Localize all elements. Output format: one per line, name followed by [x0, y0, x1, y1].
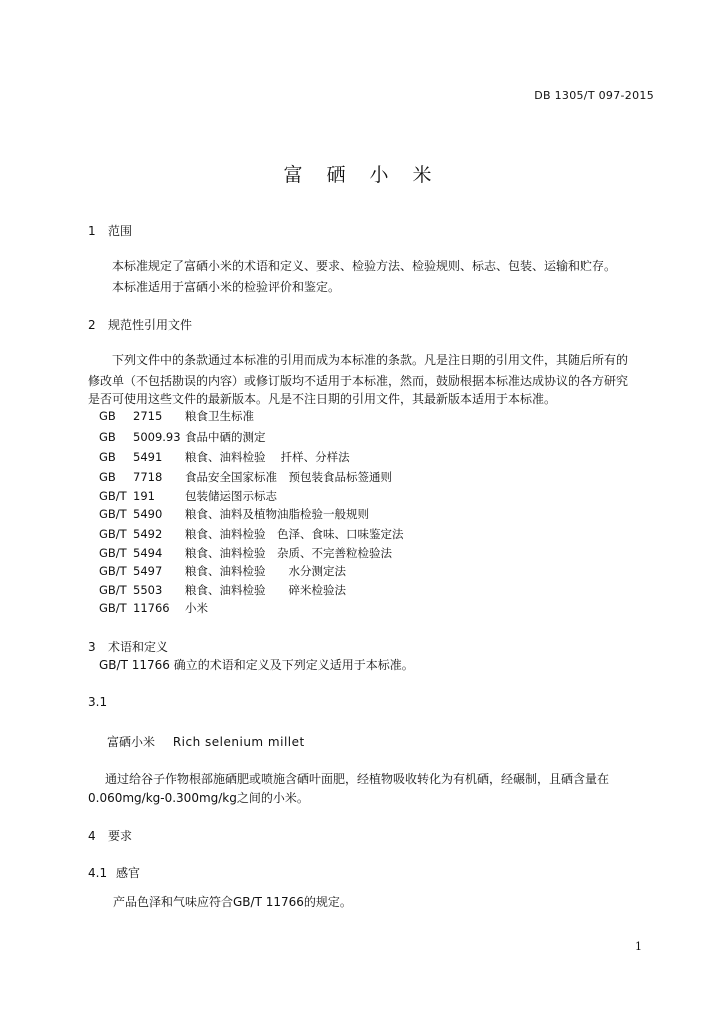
section-2-intro-line-2: 修改单（不包括勘误的内容）或修订版均不适用于本标准，然而，鼓励根据本标准达成协议的各方研究	[88, 374, 629, 388]
ref-number: 191	[133, 489, 155, 503]
section-title: 要求	[108, 829, 133, 843]
subsection-number: 4.1	[88, 866, 108, 880]
ref-code: GB	[99, 430, 116, 444]
term-definition-line-1: 通过给谷子作物根部施硒肥或喷施含硒叶面肥，经植物吸收转化为有机硒，经碾制，且硒含量在	[105, 772, 610, 786]
ref-code: GB	[99, 409, 116, 423]
ref-title: 粮食、油料检验 水分测定法	[185, 564, 346, 578]
document-title: 富 硒 小 米	[283, 164, 441, 186]
section-4-paragraph: 产品色泽和气味应符合GB/T 11766的规定。	[113, 895, 352, 909]
ref-number: 5490	[133, 507, 163, 521]
ref-title: 粮食、油料检验 扦样、分样法	[185, 450, 350, 464]
ref-number: 5492	[133, 527, 163, 541]
standard-code: DB 1305/T 097-2015	[534, 89, 654, 102]
reference-item	[99, 429, 266, 445]
reference-item	[99, 449, 350, 465]
term-heading	[107, 733, 305, 750]
section-1-paragraph-1: 本标准规定了富硒小米的术语和定义、要求、检验方法、检验规则、标志、包装、运输和贮存。	[112, 259, 617, 273]
ref-number: 7718	[133, 470, 163, 484]
ref-code: GB/T	[99, 564, 127, 578]
ref-number: 11766	[133, 601, 170, 615]
ref-title: 粮食卫生标准	[185, 409, 254, 423]
ref-code: GB/T	[99, 546, 127, 560]
term-definition-line-2: 0.060mg/kg-0.300mg/kg之间的小米。	[88, 791, 309, 805]
ref-title: 粮食、油料检验 碎米检验法	[185, 583, 346, 597]
ref-code: GB/T	[99, 507, 127, 521]
section-3-paragraph: GB/T 11766 确立的术语和定义及下列定义适用于本标准。	[99, 658, 414, 672]
section-2-intro-line-1: 下列文件中的条款通过本标准的引用而成为本标准的条款。凡是注日期的引用文件，其随后所有的	[112, 353, 629, 367]
reference-item	[99, 545, 392, 561]
ref-code: GB/T	[99, 489, 127, 503]
ref-title: 包装储运图示标志	[185, 489, 277, 503]
subsection-4-1-heading	[88, 864, 140, 881]
reference-item	[99, 506, 369, 522]
ref-number: 5497	[133, 564, 163, 578]
page-number: 1	[635, 940, 642, 953]
term-english: Rich selenium millet	[172, 735, 305, 749]
term-chinese: 富硒小米	[107, 735, 156, 749]
reference-item	[99, 488, 277, 504]
ref-title: 粮食、油料检验 杂质、不完善粒检验法	[185, 546, 392, 560]
section-number: 1	[88, 224, 96, 238]
section-1-paragraph-2: 本标准适用于富硒小米的检验评价和鉴定。	[112, 280, 341, 294]
ref-number: 5494	[133, 546, 163, 560]
ref-title: 粮食、油料及植物油脂检验一般规则	[185, 507, 369, 521]
ref-title: 食品中硒的测定	[185, 430, 266, 444]
section-title: 规范性引用文件	[108, 318, 193, 332]
ref-number: 2715	[133, 409, 163, 423]
section-title: 术语和定义	[108, 640, 169, 654]
reference-item	[99, 408, 254, 424]
reference-item	[99, 526, 404, 542]
subsection-title: 感官	[116, 866, 141, 880]
ref-code: GB/T	[99, 583, 127, 597]
section-number: 2	[88, 318, 96, 332]
section-number: 4	[88, 829, 96, 843]
ref-title: 粮食、油料检验 色泽、食味、口味鉴定法	[185, 527, 404, 541]
ref-number: 5009.93	[133, 430, 181, 444]
ref-code: GB/T	[99, 601, 127, 615]
subsection-3-1-number: 3.1	[88, 695, 108, 709]
ref-number: 5491	[133, 450, 163, 464]
section-1-heading	[88, 222, 132, 239]
ref-title: 小米	[185, 601, 208, 615]
ref-code: GB/T	[99, 527, 127, 541]
reference-item	[99, 469, 392, 485]
ref-title: 食品安全国家标准 预包装食品标签通则	[185, 470, 392, 484]
section-title: 范围	[108, 224, 133, 238]
section-3-heading	[88, 638, 168, 655]
ref-code: GB	[99, 470, 116, 484]
ref-code: GB	[99, 450, 116, 464]
reference-item	[99, 563, 346, 579]
reference-item	[99, 582, 346, 598]
section-2-heading	[88, 316, 192, 333]
section-number: 3	[88, 640, 96, 654]
section-2-intro-line-3: 是否可使用这些文件的最新版本。凡是不注日期的引用文件，其最新版本适用于本标准。	[88, 392, 557, 406]
reference-item	[99, 600, 208, 616]
ref-number: 5503	[133, 583, 163, 597]
section-4-heading	[88, 827, 132, 844]
